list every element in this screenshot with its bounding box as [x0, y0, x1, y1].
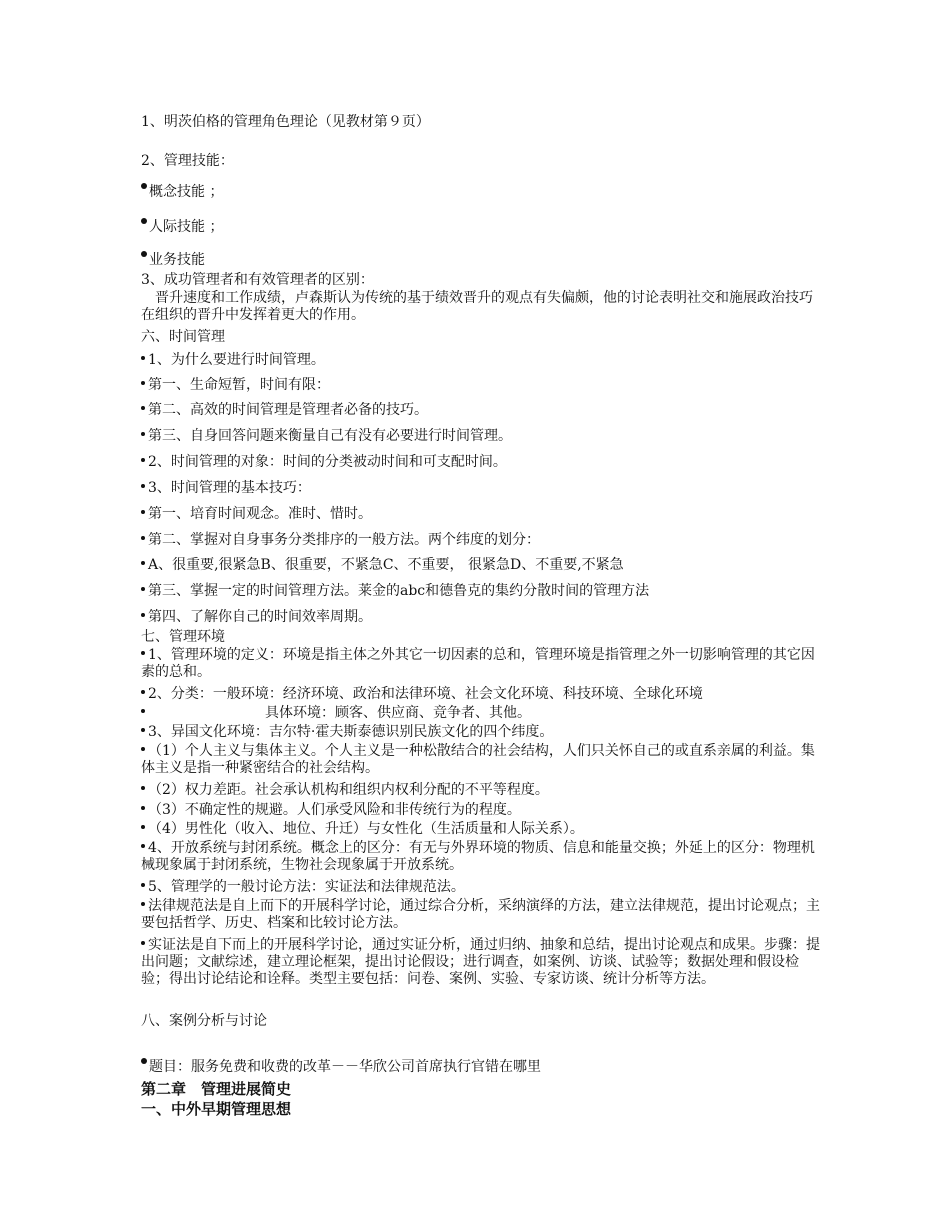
bullet-icon — [141, 356, 145, 360]
bullet-time-skills: 3、时间管理的基本技巧： — [141, 480, 311, 497]
bullet-icon — [141, 432, 145, 436]
bullet-skill-third: 第三、掌握一定的时间管理方法。莱金的abc和德鲁克的集约分散时间的管理方法 — [141, 583, 649, 600]
bullet-research-methods: 5、管理学的一般讨论方法：实证法和法律规范法。 — [141, 879, 465, 896]
bullet-env-categories: 2、分类：一般环境：经济环境、政治和法律环境、社会文化环境、科技环境、全球化环境 — [141, 686, 703, 703]
section-case-analysis: 八、案例分析与讨论 — [141, 1013, 267, 1029]
bullet-icon — [141, 381, 145, 385]
bullet-icon — [141, 728, 145, 732]
bullet-interpersonal-skill: 人际技能 ； — [141, 218, 223, 236]
section-management-environment: 七、管理环境 — [141, 629, 225, 645]
bullet-icon — [141, 251, 147, 257]
bullet-time-objects: 2、时间管理的对象：时间的分类被动时间和可支配时间。 — [141, 454, 507, 471]
bullet-icon — [141, 484, 145, 488]
bullet-icon — [141, 406, 145, 410]
bullet-icon — [141, 844, 145, 848]
bullet-icon — [141, 510, 145, 514]
bullet-icon — [141, 690, 145, 694]
item-mintzberg-roles: 1、明茨伯格的管理角色理论（见教材第９页） — [141, 114, 430, 130]
bullet-icon — [141, 747, 145, 751]
bullet-why-time: 1、为什么要进行时间管理。 — [141, 352, 325, 369]
bullet-empirical-method: 实证法是自下而上的开展科学讨论，通过实证分析，通过归纳、抽象和总结，提出讨论观点和成果。步骤：提出问题；文献综述，建立理论框架，提出讨论假设；进行调查，如案例、访谈、试验等；数据处理和假设检验；得出讨论结论和诠释。类型主要包括：问卷、案例、实验、专家访谈、统计分析等方法。 — [141, 937, 820, 987]
bullet-icon — [141, 806, 145, 810]
bullet-icon — [141, 183, 147, 189]
bullet-case-topic: 题目：服务免费和收费的改革－－华欣公司首席执行官错在哪里 — [141, 1058, 541, 1076]
bullet-icon — [141, 786, 145, 790]
bullet-business-skill: 业务技能 — [141, 251, 205, 269]
bullet-open-closed-system: 4、开放系统与封闭系统。概念上的区分：有无与外界环境的物质、信息和能量交换；外延上的区分：物理机械现象属于封闭系统，生物社会现象属于开放系统。 — [141, 840, 815, 873]
bullet-icon — [141, 902, 145, 906]
bullet-normative-method: 法律规范法是自上而下的开展科学讨论，通过综合分析，采纳演绎的方法，建立法律规范，提出讨论观点；主要包括哲学、历史、档案和比较讨论方法。 — [141, 898, 820, 931]
item-successful-vs-effective: 3、成功管理者和有效管理者的区别： — [141, 272, 374, 288]
bullet-conceptual-skill: 概念技能 ； — [141, 183, 223, 201]
bullet-icon — [141, 651, 145, 655]
section-time-management: 六、时间管理 — [141, 329, 225, 345]
bullet-env-specific: 具体环境：顾客、供应商、竞争者、其他。 — [141, 705, 531, 722]
bullet-skill-first: 第一、培育时间观念。准时、惜时。 — [141, 506, 372, 523]
bullet-power-distance: （2）权力差距。社会承认机构和组织内权利分配的不平等程度。 — [141, 782, 549, 799]
bullet-icon — [141, 709, 145, 713]
bullet-icon — [141, 825, 145, 829]
bullet-third: 第三、自身回答问题来衡量自己有没有必要进行时间管理。 — [141, 428, 512, 445]
bullet-icon — [141, 883, 145, 887]
bullet-second: 第二、高效的时间管理是管理者必备的技巧。 — [141, 402, 428, 419]
bullet-icon — [141, 536, 145, 540]
bullet-icon — [141, 218, 147, 224]
bullet-foreign-culture: 3、异国文化环境：吉尔特·霍夫斯泰德识别民族文化的四个纬度。 — [141, 724, 553, 741]
chapter-two-section-one: 一、中外早期管理思想 — [141, 1100, 292, 1118]
bullet-first: 第一、生命短暂，时间有限： — [141, 377, 330, 394]
bullet-icon — [141, 561, 145, 565]
bullet-icon — [141, 613, 145, 617]
bullet-env-definition: 1、管理环境的定义：环境是指主体之外其它一切因素的总和，管理环境是指管理之外一切影响管理的其它因素的总和。 — [141, 647, 815, 680]
bullet-priority-matrix: A、很重要,很紧急B、很重要，不紧急C、不重要， 很紧急D、不重要,不紧急 — [141, 557, 624, 574]
paragraph-promotion: 晋升速度和工作成绩，卢森斯认为传统的基于绩效晋升的观点有失偏颇，他的讨论表明社交和施展政治技巧在组织的晋升中发挥着更大的作用。 — [141, 290, 813, 323]
bullet-icon — [141, 587, 145, 591]
bullet-uncertainty: （3）不确定性的规避。人们承受风险和非传统行为的程度。 — [141, 802, 521, 819]
bullet-individualism: （1）个人主义与集体主义。个人主义是一种松散结合的社会结构，人们只关怀自己的或直系亲属的利益。集体主义是指一种紧密结合的社会结构。 — [141, 743, 815, 776]
bullet-icon — [141, 458, 145, 462]
bullet-icon — [141, 1058, 147, 1064]
bullet-skill-fourth: 第四、了解你自己的时间效率周期。 — [141, 609, 372, 626]
chapter-two-title: 第二章 管理进展简史 — [141, 1080, 292, 1098]
bullet-skill-second: 第二、掌握对自身事务分类排序的一般方法。两个纬度的划分： — [141, 532, 540, 549]
bullet-masculinity: （4）男性化（收入、地位、升迁）与女性化（生活质量和人际关系）。 — [141, 821, 584, 838]
bullet-icon — [141, 941, 145, 945]
item-management-skills: 2、管理技能： — [141, 153, 234, 169]
